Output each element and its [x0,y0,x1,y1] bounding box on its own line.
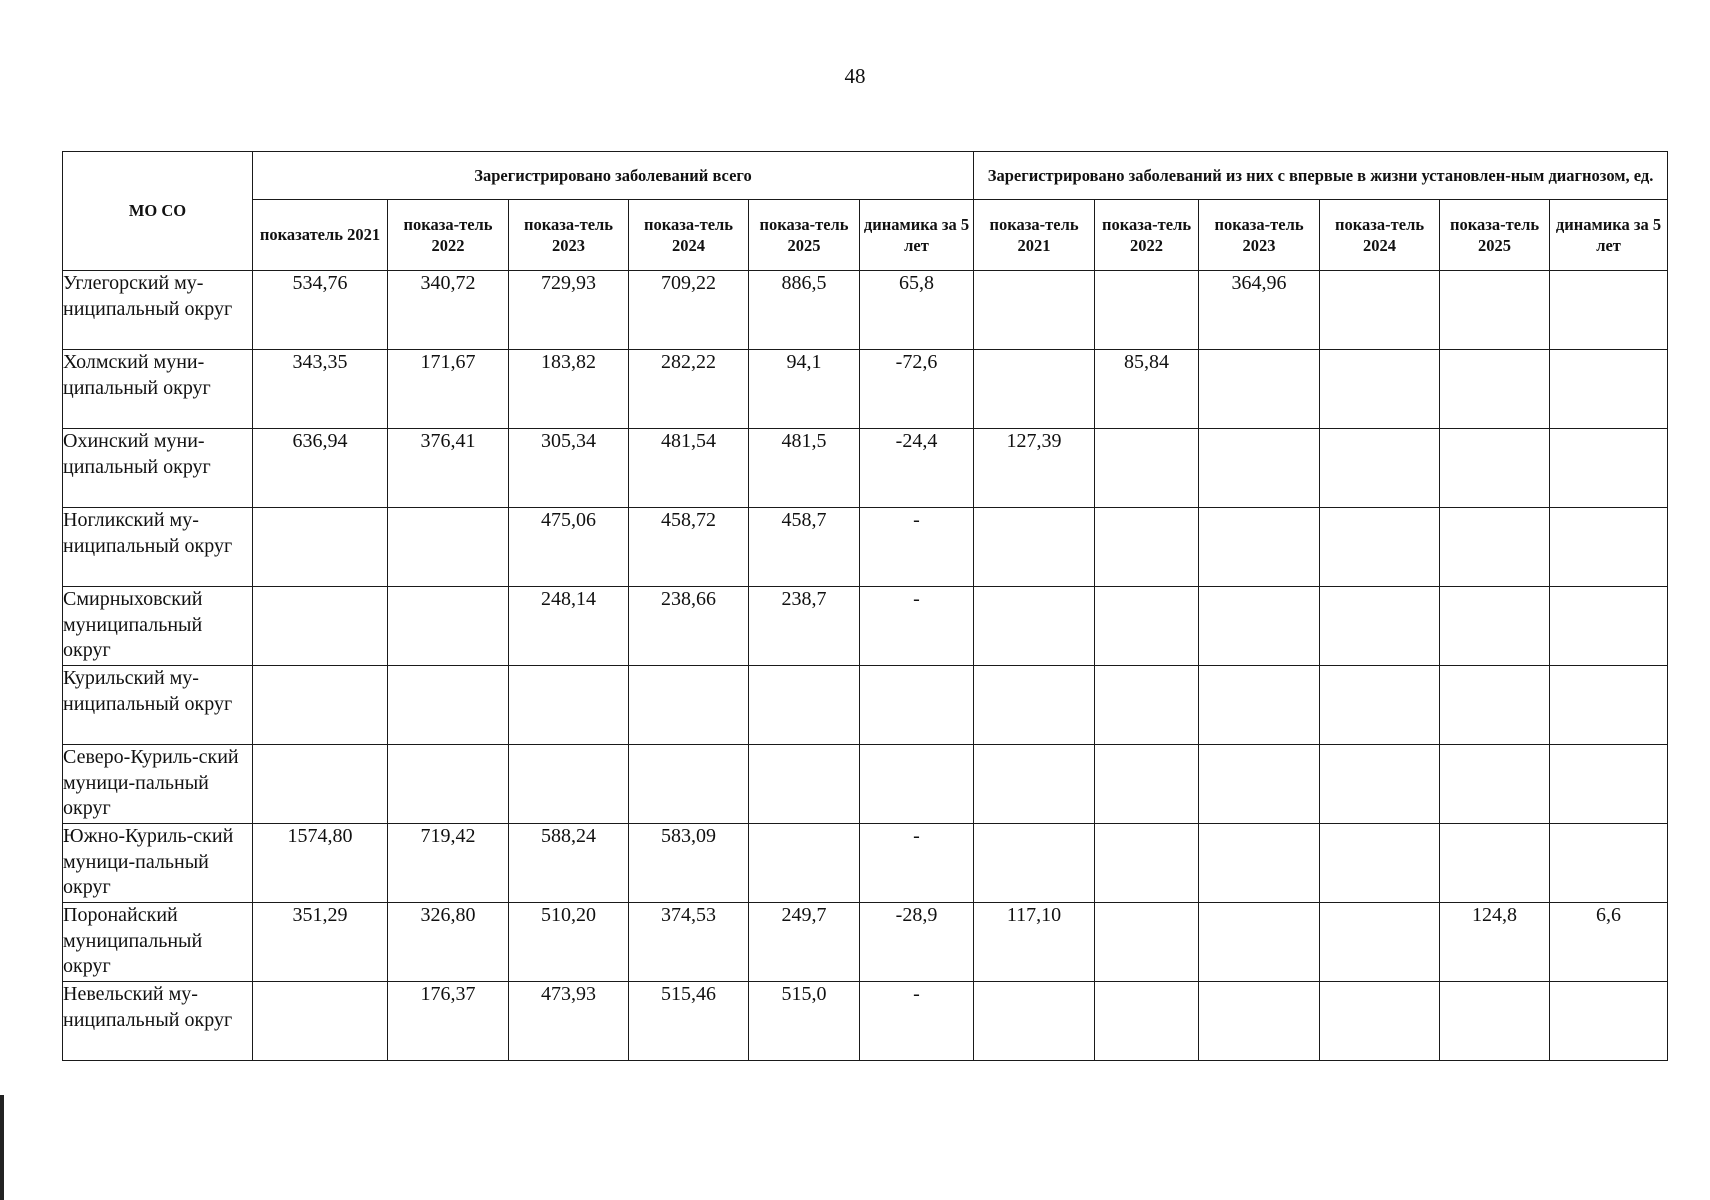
value-cell: 183,82 [509,350,629,429]
value-cell [860,745,974,824]
table-row [63,982,1668,1061]
value-cell [1440,982,1550,1061]
value-cell: 374,53 [629,903,749,982]
header-row-columns [63,200,1668,271]
value-cell: 282,22 [629,350,749,429]
value-cell: 458,7 [749,508,860,587]
value-cell [1199,745,1320,824]
value-cell [974,271,1095,350]
col-header: показа-тель 2022 [388,200,509,271]
group-header-first: Зарегистрировано заболеваний из них с впервые в жизни установлен-ным диагнозом, ед. [974,152,1668,200]
value-cell [1550,271,1668,350]
value-cell [1440,666,1550,745]
value-cell: 85,84 [1095,350,1199,429]
value-cell: - [860,587,974,666]
mo-name-cell: Смирныховский муниципальный округ [63,587,253,666]
value-cell [388,508,509,587]
value-cell [749,666,860,745]
table-row [63,350,1668,429]
col-header: показатель 2021 [253,200,388,271]
value-cell [1095,508,1199,587]
col-header: показа-тель 2021 [974,200,1095,271]
table-row [63,271,1668,350]
value-cell: 248,14 [509,587,629,666]
value-cell [253,982,388,1061]
value-cell: 515,46 [629,982,749,1061]
value-cell [509,666,629,745]
value-cell [1440,745,1550,824]
value-cell [1199,350,1320,429]
mo-name-cell: Северо-Куриль-ский муници-пальный округ [63,745,253,824]
value-cell [1095,982,1199,1061]
value-cell [1320,745,1440,824]
value-cell [1550,508,1668,587]
value-cell [1095,271,1199,350]
value-cell [974,350,1095,429]
value-cell [1320,982,1440,1061]
value-cell: 376,41 [388,429,509,508]
value-cell [1095,824,1199,903]
scan-edge-mark [0,1095,4,1200]
value-cell: 473,93 [509,982,629,1061]
value-cell: - [860,824,974,903]
value-cell [860,666,974,745]
value-cell [1550,982,1668,1061]
value-cell [388,587,509,666]
value-cell [1095,745,1199,824]
table-row [63,903,1668,982]
value-cell [1550,666,1668,745]
mo-name-cell: Южно-Куриль-ский муници-пальный округ [63,824,253,903]
value-cell [1095,666,1199,745]
value-cell [1440,508,1550,587]
value-cell [749,745,860,824]
table-row [63,587,1668,666]
value-cell [1199,982,1320,1061]
value-cell: 305,34 [509,429,629,508]
value-cell [1199,666,1320,745]
value-cell: 343,35 [253,350,388,429]
value-cell: 127,39 [974,429,1095,508]
value-cell: -28,9 [860,903,974,982]
value-cell: 636,94 [253,429,388,508]
value-cell: - [860,982,974,1061]
morbidity-table [62,151,1668,1061]
value-cell: 238,66 [629,587,749,666]
value-cell: 238,7 [749,587,860,666]
col-header: динамика за 5 лет [1550,200,1668,271]
value-cell [509,745,629,824]
value-cell [388,666,509,745]
value-cell: 171,67 [388,350,509,429]
value-cell [1199,508,1320,587]
value-cell [1550,587,1668,666]
value-cell [1550,745,1668,824]
value-cell [629,745,749,824]
value-cell [1320,429,1440,508]
value-cell: 481,54 [629,429,749,508]
mo-name-cell: Холмский муни-ципальный округ [63,350,253,429]
mo-name-cell: Поронайский муниципальный округ [63,903,253,982]
value-cell [1320,824,1440,903]
value-cell [1440,587,1550,666]
table-row [63,508,1668,587]
value-cell [1550,350,1668,429]
value-cell [974,666,1095,745]
table-row [63,824,1668,903]
value-cell [1199,429,1320,508]
value-cell: 65,8 [860,271,974,350]
table-row [63,745,1668,824]
value-cell [974,982,1095,1061]
value-cell: 729,93 [509,271,629,350]
value-cell [629,666,749,745]
value-cell [1095,429,1199,508]
mo-name-cell: Ногликский му-ниципальный округ [63,508,253,587]
value-cell: 351,29 [253,903,388,982]
group-header-all: Зарегистрировано заболеваний всего [253,152,974,200]
value-cell [1320,350,1440,429]
value-cell [1199,903,1320,982]
value-cell [1320,587,1440,666]
col-header: показа-тель 2022 [1095,200,1199,271]
value-cell: 124,8 [1440,903,1550,982]
value-cell: 6,6 [1550,903,1668,982]
value-cell: 475,06 [509,508,629,587]
col-header: динамика за 5 лет [860,200,974,271]
value-cell: 340,72 [388,271,509,350]
value-cell: 719,42 [388,824,509,903]
value-cell [1320,666,1440,745]
page-number: 48 [844,64,866,88]
col-header: показа-тель 2023 [1199,200,1320,271]
value-cell [1440,429,1550,508]
value-cell: 583,09 [629,824,749,903]
value-cell [253,666,388,745]
value-cell [974,824,1095,903]
col-header: показа-тель 2024 [629,200,749,271]
value-cell: - [860,508,974,587]
value-cell: 510,20 [509,903,629,982]
table-row [63,666,1668,745]
mo-name-cell: Углегорский му-ниципальный округ [63,271,253,350]
value-cell: 326,80 [388,903,509,982]
value-cell: -24,4 [860,429,974,508]
value-cell [1320,903,1440,982]
table-body [63,271,1668,1061]
value-cell [1550,429,1668,508]
value-cell [974,508,1095,587]
table-row [63,429,1668,508]
mo-name-cell: Охинский муни-ципальный округ [63,429,253,508]
value-cell: 534,76 [253,271,388,350]
value-cell [1199,824,1320,903]
value-cell: 709,22 [629,271,749,350]
value-cell [1440,271,1550,350]
value-cell: 176,37 [388,982,509,1061]
value-cell: 94,1 [749,350,860,429]
value-cell [253,508,388,587]
value-cell [253,587,388,666]
value-cell [974,745,1095,824]
value-cell: 458,72 [629,508,749,587]
value-cell: 1574,80 [253,824,388,903]
value-cell: 886,5 [749,271,860,350]
col-header: показа-тель 2023 [509,200,629,271]
mo-name-cell: Невельский му-ниципальный округ [63,982,253,1061]
value-cell [1320,508,1440,587]
mo-name-cell: Курильский му-ниципальный округ [63,666,253,745]
value-cell [1320,271,1440,350]
value-cell [749,824,860,903]
value-cell [974,587,1095,666]
value-cell: -72,6 [860,350,974,429]
value-cell: 249,7 [749,903,860,982]
col-header: показа-тель 2025 [1440,200,1550,271]
value-cell [388,745,509,824]
col-header: показа-тель 2025 [749,200,860,271]
value-cell [1095,903,1199,982]
value-cell [1440,350,1550,429]
value-cell: 515,0 [749,982,860,1061]
value-cell [1440,824,1550,903]
mo-header: МО СО [63,152,253,271]
col-header: показа-тель 2024 [1320,200,1440,271]
value-cell: 364,96 [1199,271,1320,350]
value-cell [1550,824,1668,903]
value-cell [253,745,388,824]
value-cell [1095,587,1199,666]
value-cell [1199,587,1320,666]
value-cell: 588,24 [509,824,629,903]
header-row-groups [63,152,1668,200]
value-cell: 117,10 [974,903,1095,982]
value-cell: 481,5 [749,429,860,508]
